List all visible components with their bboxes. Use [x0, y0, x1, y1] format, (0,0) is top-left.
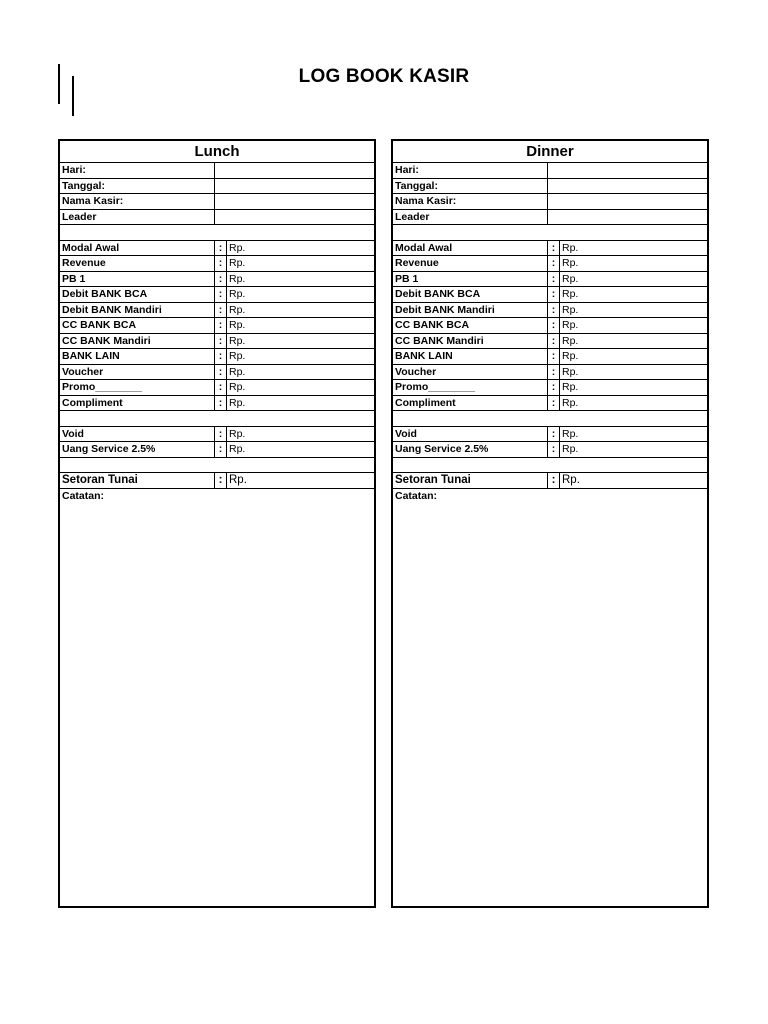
hari-label: Hari:: [60, 163, 215, 178]
dinner-voucher-amount[interactable]: Rp.: [562, 365, 579, 378]
dinner-setoran-tunai-amount[interactable]: Rp.: [562, 474, 580, 486]
lunch-voucher-amount[interactable]: Rp.: [229, 365, 246, 378]
tanggal-label: Tanggal:: [393, 179, 548, 194]
colon: :: [215, 272, 227, 287]
lunch-catatan-label[interactable]: Catatan:: [62, 490, 105, 502]
dinner-nama-kasir-field[interactable]: [548, 194, 707, 209]
dinner-debit-bca-row: [393, 287, 707, 303]
dinner-spacer-row: [393, 458, 707, 474]
dinner-debit-mandiri-amount[interactable]: Rp.: [562, 303, 579, 316]
lunch-setoran-tunai-row: [60, 473, 374, 489]
dinner-pb1-amount[interactable]: Rp.: [562, 272, 579, 285]
lunch-panel: [58, 139, 376, 908]
dinner-cc-bca-row: [393, 318, 707, 334]
colon: :: [548, 241, 560, 256]
dinner-heading: Dinner: [393, 141, 707, 163]
dinner-uang-service-amount[interactable]: Rp.: [562, 443, 579, 455]
debit-bca-label: Debit BANK BCA: [393, 287, 548, 302]
pb1-label: PB 1: [393, 272, 548, 287]
debit-mandiri-label: Debit BANK Mandiri: [60, 303, 215, 318]
bank-lain-label: BANK LAIN: [393, 349, 548, 364]
hari-label: Hari:: [393, 163, 548, 178]
revenue-label: Revenue: [60, 256, 215, 271]
lunch-compliment-row: [60, 396, 374, 412]
dinner-modal-awal-row: [393, 241, 707, 257]
dinner-leader-row: [393, 210, 707, 226]
lunch-uang-service-row: [60, 442, 374, 458]
nama-kasir-label: Nama Kasir:: [60, 194, 215, 209]
lunch-debit-bca-amount[interactable]: Rp.: [229, 288, 246, 300]
lunch-leader-field[interactable]: [215, 210, 374, 225]
lunch-pb1-amount[interactable]: Rp.: [229, 272, 246, 285]
setoran-tunai-label: Setoran Tunai: [60, 473, 215, 488]
dinner-compliment-row: [393, 396, 707, 412]
tanggal-label: Tanggal:: [60, 179, 215, 194]
colon: :: [548, 287, 560, 302]
colon: :: [548, 442, 560, 457]
dinner-bank-lain-row: [393, 349, 707, 365]
dinner-revenue-row: [393, 256, 707, 272]
lunch-bank-lain-amount[interactable]: Rp.: [229, 350, 246, 362]
nama-kasir-label: Nama Kasir:: [393, 194, 548, 209]
colon: :: [215, 380, 227, 395]
dinner-bank-lain-amount[interactable]: Rp.: [562, 350, 579, 362]
dinner-cc-mandiri-row: [393, 334, 707, 350]
colon: :: [215, 396, 227, 411]
dinner-panel: [391, 139, 709, 908]
dinner-tanggal-field[interactable]: [548, 179, 707, 194]
colon: :: [215, 427, 227, 442]
dinner-nama-kasir-row: [393, 194, 707, 210]
lunch-void-row: [60, 427, 374, 443]
dinner-setoran-tunai-row: [393, 473, 707, 489]
lunch-compliment-amount[interactable]: Rp.: [229, 396, 246, 409]
dinner-debit-mandiri-row: [393, 303, 707, 319]
lunch-revenue-amount[interactable]: Rp.: [229, 257, 246, 269]
compliment-label: Compliment: [393, 396, 548, 411]
cc-mandiri-label: CC BANK Mandiri: [60, 334, 215, 349]
dinner-promo-row: [393, 380, 707, 396]
colon: :: [548, 380, 560, 395]
modal-awal-label: Modal Awal: [60, 241, 215, 256]
dinner-compliment-amount[interactable]: Rp.: [562, 396, 579, 409]
lunch-void-amount[interactable]: Rp.: [229, 427, 246, 440]
colon: :: [548, 349, 560, 364]
colon: :: [215, 287, 227, 302]
lunch-promo-amount[interactable]: Rp.: [229, 381, 246, 393]
void-label: Void: [60, 427, 215, 442]
debit-mandiri-label: Debit BANK Mandiri: [393, 303, 548, 318]
dinner-promo-amount[interactable]: Rp.: [562, 381, 579, 393]
dinner-spacer-row: [393, 225, 707, 241]
uang-service-label: Uang Service 2.5%: [60, 442, 215, 457]
lunch-debit-mandiri-row: [60, 303, 374, 319]
colon: :: [215, 256, 227, 271]
dinner-void-amount[interactable]: Rp.: [562, 427, 579, 440]
dinner-uang-service-row: [393, 442, 707, 458]
lunch-voucher-row: [60, 365, 374, 381]
dinner-tanggal-row: [393, 179, 707, 195]
dinner-cc-bca-amount[interactable]: Rp.: [562, 319, 579, 331]
pb1-label: PB 1: [60, 272, 215, 287]
dinner-hari-field[interactable]: [548, 163, 707, 178]
dinner-modal-awal-amount[interactable]: Rp.: [562, 241, 579, 254]
lunch-spacer-row: [60, 458, 374, 474]
uang-service-label: Uang Service 2.5%: [393, 442, 548, 457]
setoran-tunai-label: Setoran Tunai: [393, 473, 548, 488]
colon: :: [548, 473, 560, 488]
lunch-debit-bca-row: [60, 287, 374, 303]
cc-bca-label: CC BANK BCA: [393, 318, 548, 333]
lunch-nama-kasir-field[interactable]: [215, 194, 374, 209]
colon: :: [548, 396, 560, 411]
dinner-void-row: [393, 427, 707, 443]
colon: :: [548, 272, 560, 287]
lunch-heading: Lunch: [60, 141, 374, 163]
lunch-modal-awal-row: [60, 241, 374, 257]
lunch-bank-lain-row: [60, 349, 374, 365]
leader-label: Leader: [393, 210, 548, 225]
lunch-spacer-row: [60, 411, 374, 427]
lunch-cc-bca-row: [60, 318, 374, 334]
lunch-debit-mandiri-amount[interactable]: Rp.: [229, 303, 246, 316]
dinner-hari-row: [393, 163, 707, 179]
lunch-spacer-row: [60, 225, 374, 241]
lunch-hari-field[interactable]: [215, 163, 374, 178]
void-label: Void: [393, 427, 548, 442]
lunch-nama-kasir-row: [60, 194, 374, 210]
colon: :: [548, 256, 560, 271]
lunch-leader-row: [60, 210, 374, 226]
debit-bca-label: Debit BANK BCA: [60, 287, 215, 302]
revenue-label: Revenue: [393, 256, 548, 271]
lunch-setoran-tunai-amount[interactable]: Rp.: [229, 474, 247, 486]
lunch-pb1-row: [60, 272, 374, 288]
voucher-label: Voucher: [60, 365, 215, 380]
dinner-revenue-amount[interactable]: Rp.: [562, 257, 579, 269]
dinner-debit-bca-amount[interactable]: Rp.: [562, 288, 579, 300]
promo-label: Promo________: [60, 380, 215, 395]
colon: :: [548, 318, 560, 333]
dinner-spacer-row: [393, 411, 707, 427]
lunch-cc-mandiri-amount[interactable]: Rp.: [229, 334, 246, 347]
colon: :: [548, 365, 560, 380]
lunch-uang-service-amount[interactable]: Rp.: [229, 443, 246, 455]
colon: :: [215, 334, 227, 349]
colon: :: [215, 442, 227, 457]
bank-lain-label: BANK LAIN: [60, 349, 215, 364]
dinner-cc-mandiri-amount[interactable]: Rp.: [562, 334, 579, 347]
dinner-leader-field[interactable]: [548, 210, 707, 225]
lunch-revenue-row: [60, 256, 374, 272]
cc-bca-label: CC BANK BCA: [60, 318, 215, 333]
lunch-tanggal-field[interactable]: [215, 179, 374, 194]
colon: :: [548, 334, 560, 349]
colon: :: [215, 241, 227, 256]
lunch-tanggal-row: [60, 179, 374, 195]
dinner-pb1-row: [393, 272, 707, 288]
dinner-voucher-row: [393, 365, 707, 381]
colon: :: [215, 349, 227, 364]
modal-awal-label: Modal Awal: [393, 241, 548, 256]
colon: :: [548, 303, 560, 318]
lunch-cc-mandiri-row: [60, 334, 374, 350]
cc-mandiri-label: CC BANK Mandiri: [393, 334, 548, 349]
lunch-cc-bca-amount[interactable]: Rp.: [229, 319, 246, 331]
document-title: LOG BOOK KASIR: [298, 66, 470, 87]
colon: :: [215, 318, 227, 333]
lunch-promo-row: [60, 380, 374, 396]
compliment-label: Compliment: [60, 396, 215, 411]
lunch-modal-awal-amount[interactable]: Rp.: [229, 241, 246, 254]
colon: :: [215, 365, 227, 380]
colon: :: [215, 473, 227, 488]
lunch-hari-row: [60, 163, 374, 179]
leader-label: Leader: [60, 210, 215, 225]
voucher-label: Voucher: [393, 365, 548, 380]
colon: :: [215, 303, 227, 318]
dinner-catatan-label[interactable]: Catatan:: [395, 490, 438, 502]
colon: :: [548, 427, 560, 442]
promo-label: Promo________: [393, 380, 548, 395]
